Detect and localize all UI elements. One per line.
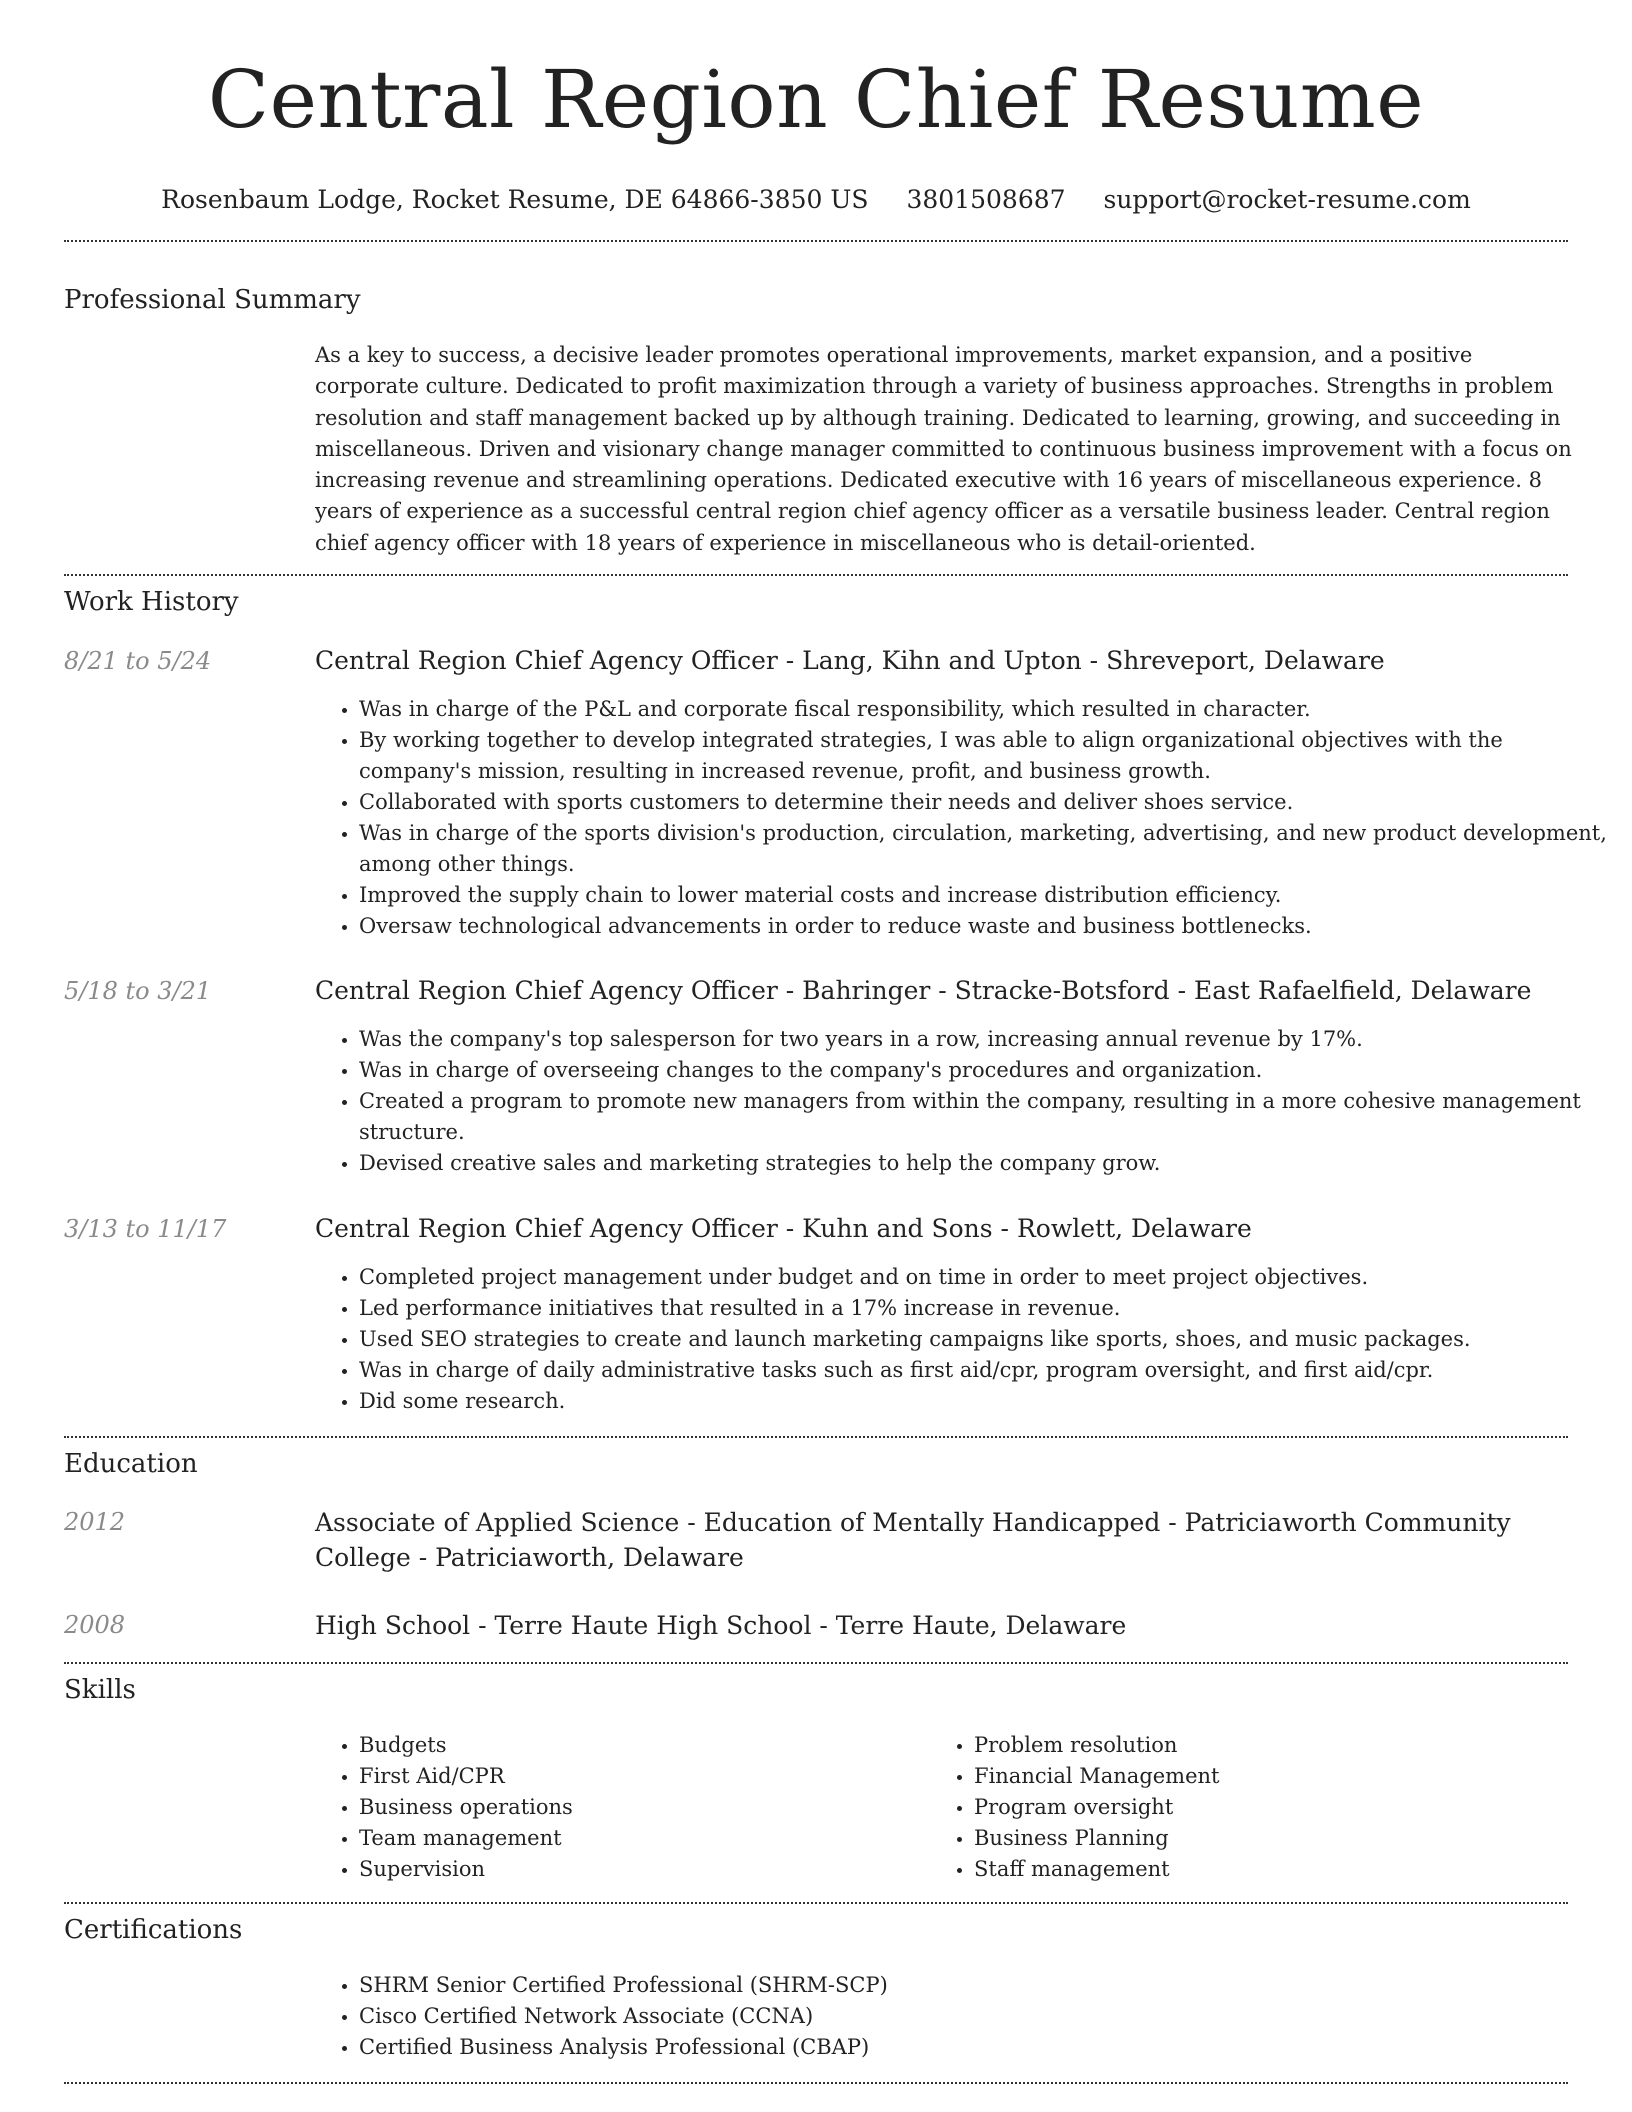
job-bullet-list	[315, 694, 1619, 942]
list-item: • Created a program to promote new managers from within the company, resulting in a more cohesive management structure.	[359, 1086, 1619, 1148]
list-item: • Was in charge of daily administrative tasks such as first aid/cpr, program oversight, and first aid/cpr.	[359, 1355, 1619, 1386]
list-item: • Business operations	[359, 1792, 959, 1823]
contact-line	[0, 184, 1632, 216]
job-bullet-list	[315, 1024, 1619, 1179]
job-bullet-list	[315, 1262, 1619, 1417]
list-item: • Problem resolution	[974, 1730, 1574, 1761]
skills-heading: Skills	[64, 1675, 136, 1705]
list-item: • Program oversight	[974, 1792, 1574, 1823]
section-divider	[64, 240, 1568, 242]
job-title: Central Region Chief Agency Officer - Bahringer - Stracke-Botsford - East Rafaelfield, Delaware	[315, 976, 1532, 1005]
list-item: • Was in charge of the P&L and corporate fiscal responsibility, which resulted in character.	[359, 694, 1619, 725]
list-item: • Improved the supply chain to lower material costs and increase distribution efficiency.	[359, 880, 1619, 911]
list-item: • Business Planning	[974, 1823, 1574, 1854]
list-item: • Was in charge of overseeing changes to the company's procedures and organization.	[359, 1055, 1619, 1086]
list-item: • Completed project management under budget and on time in order to meet project objectives.	[359, 1262, 1619, 1293]
certifications-list	[315, 1970, 1619, 2063]
job-date: 8/21 to 5/24	[64, 647, 212, 675]
certifications-heading: Certifications	[64, 1915, 243, 1945]
summary-heading: Professional Summary	[64, 285, 361, 315]
list-item: • Financial Management	[974, 1761, 1574, 1792]
list-item: • Staff management	[974, 1854, 1574, 1885]
list-item: • Led performance initiatives that resulted in a 17% increase in revenue.	[359, 1293, 1619, 1324]
education-entry: High School - Terre Haute High School - Terre Haute, Delaware	[315, 1611, 1127, 1640]
list-item: • Collaborated with sports customers to determine their needs and deliver shoes service.	[359, 787, 1619, 818]
contact-email: support@rocket-resume.com	[1103, 185, 1471, 214]
contact-address: Rosenbaum Lodge, Rocket Resume, DE 64866-3850 US	[161, 185, 869, 214]
list-item: • Was in charge of the sports division's production, circulation, marketing, advertising, and new product development, among other things.	[359, 818, 1619, 880]
list-item: • Used SEO strategies to create and launch marketing campaigns like sports, shoes, and music packages.	[359, 1324, 1619, 1355]
section-divider	[64, 2082, 1568, 2084]
list-item: • By working together to develop integrated strategies, I was able to align organizational objectives with the company's mission, resulting in increased revenue, profit, and business growth.	[359, 725, 1619, 787]
job-title: Central Region Chief Agency Officer - Kuhn and Sons - Rowlett, Delaware	[315, 1214, 1252, 1243]
job-date: 5/18 to 3/21	[64, 977, 212, 1005]
contact-phone: 3801508687	[906, 185, 1066, 214]
job-date: 3/13 to 11/17	[64, 1215, 227, 1243]
resume-header	[0, 0, 1632, 216]
list-item: • Devised creative sales and marketing strategies to help the company grow.	[359, 1148, 1619, 1179]
list-item: • Cisco Certified Network Associate (CCNA)	[359, 2001, 1619, 2032]
education-date: 2008	[64, 1611, 126, 1639]
list-item: • Was the company's top salesperson for two years in a row, increasing annual revenue by 17%.	[359, 1024, 1619, 1055]
list-item: • Oversaw technological advancements in order to reduce waste and business bottlenecks.	[359, 911, 1619, 942]
job-title: Central Region Chief Agency Officer - Lang, Kihn and Upton - Shreveport, Delaware	[315, 646, 1385, 675]
list-item: • Did some research.	[359, 1386, 1619, 1417]
education-heading: Education	[64, 1449, 198, 1479]
list-item: • SHRM Senior Certified Professional (SHRM-SCP)	[359, 1970, 1619, 2001]
education-entry: Associate of Applied Science - Education of Mentally Handicapped - Patriciaworth Community College - Patriciaworth, Delaware	[315, 1508, 1511, 1572]
section-divider	[64, 1662, 1568, 1664]
list-item: • First Aid/CPR	[359, 1761, 959, 1792]
work-history-heading: Work History	[64, 587, 239, 617]
list-item: • Budgets	[359, 1730, 959, 1761]
skills-list-right	[930, 1730, 1574, 1885]
education-date: 2012	[64, 1508, 126, 1536]
section-divider	[64, 1902, 1568, 1904]
skills-list-left	[315, 1730, 959, 1885]
section-divider	[64, 1436, 1568, 1438]
list-item: • Certified Business Analysis Professional (CBAP)	[359, 2032, 1619, 2063]
resume-title: Central Region Chief Resume	[207, 53, 1425, 146]
list-item: • Team management	[359, 1823, 959, 1854]
section-divider	[64, 574, 1568, 576]
list-item: • Supervision	[359, 1854, 959, 1885]
summary-text: As a key to success, a decisive leader promotes operational improvements, market expansion, and a positive corporate culture. Dedicated to profit maximization through a variety of business approaches. Strengths in problem resolution and staff management backed up by although training. Dedicated to learning, growing, and succeeding in miscellaneous. Driven and visionary change manager committed to continuous business improvement with a focus on increasing revenue and streamlining operations. Dedicated executive with 16 years of miscellaneous experience. 8 years of experience as a successful central region chief agency officer as a versatile business leader. Central region chief agency officer with 18 years of experience in miscellaneous who is detail-oriented.	[315, 343, 1572, 555]
